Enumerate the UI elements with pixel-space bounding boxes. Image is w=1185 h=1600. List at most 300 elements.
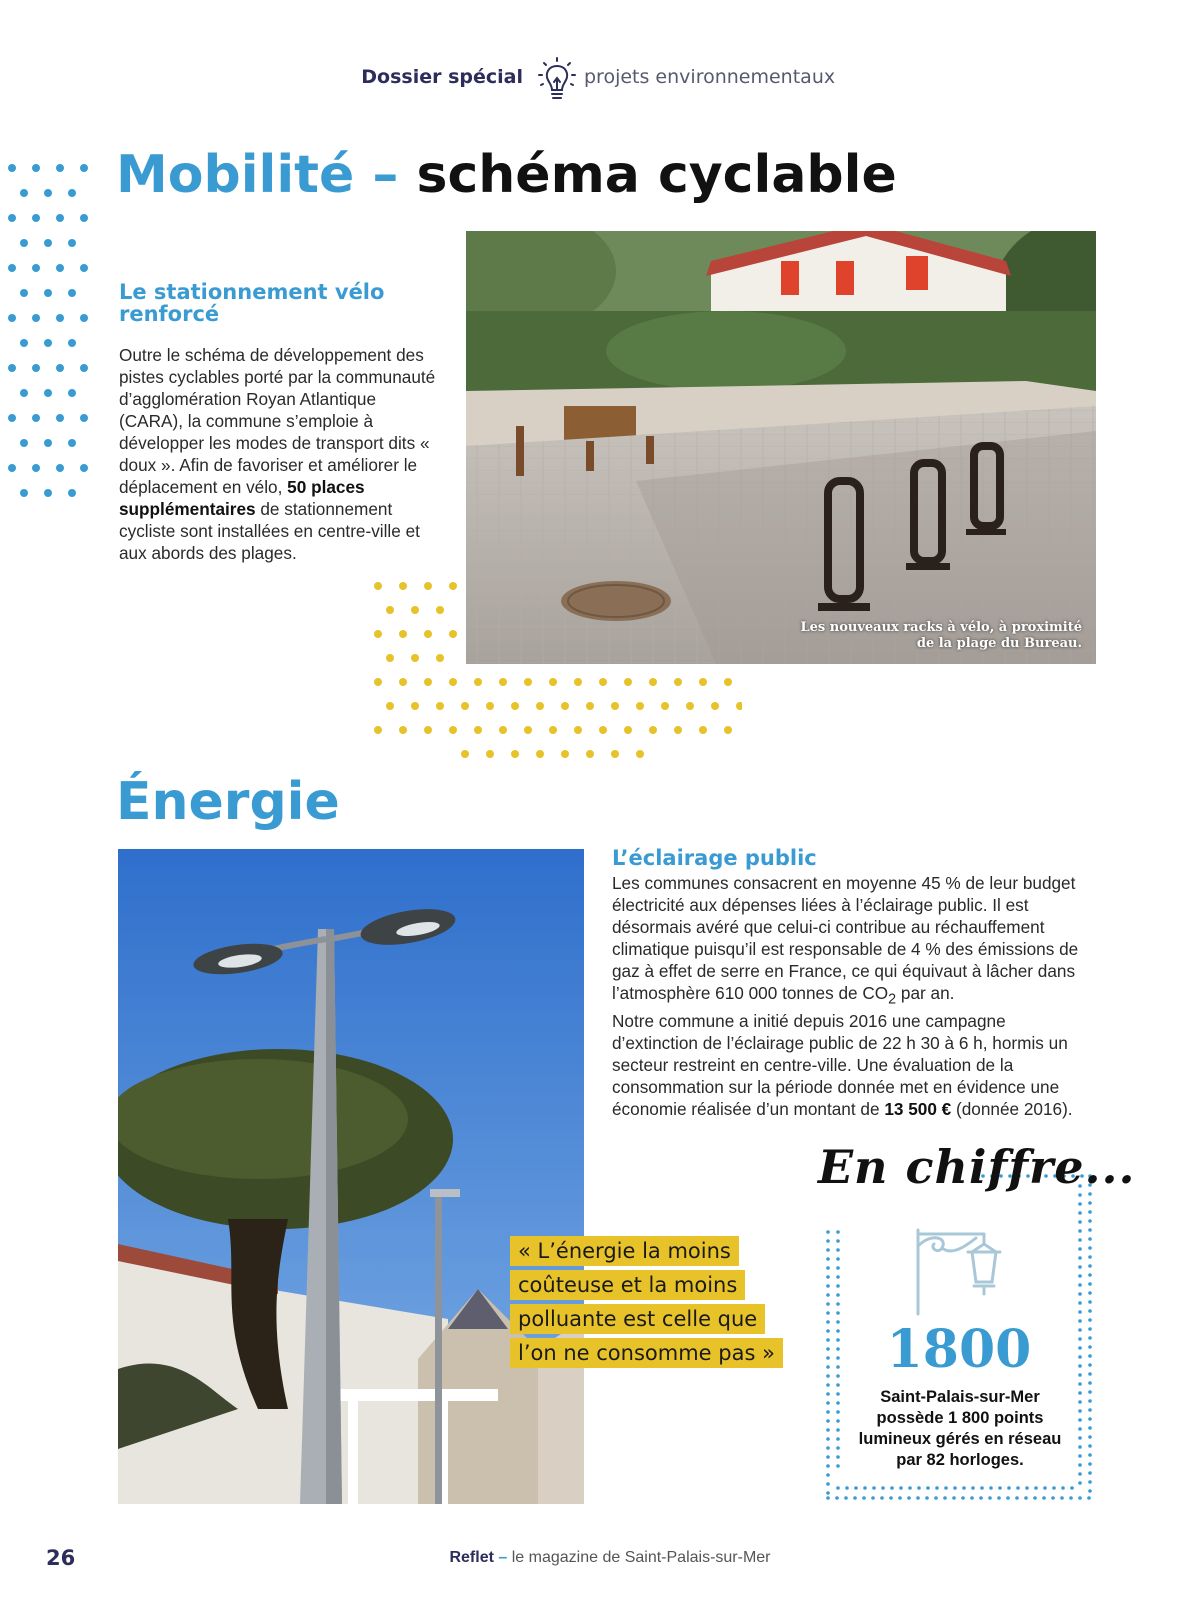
decorative-dot — [386, 702, 394, 710]
decorative-dot — [871, 1496, 875, 1500]
decorative-dot — [881, 1486, 885, 1490]
decorative-dot — [908, 1486, 912, 1490]
decorative-dot — [411, 606, 419, 614]
decorative-dot — [80, 314, 88, 322]
decorative-dot — [836, 1230, 840, 1234]
decorative-dot — [649, 678, 657, 686]
decorative-dot — [386, 606, 394, 614]
decorative-dot — [32, 314, 40, 322]
decorative-dot — [44, 189, 52, 197]
decorative-dot — [971, 1486, 975, 1490]
decorative-dot — [979, 1496, 983, 1500]
decorative-dot — [374, 630, 382, 638]
decorative-dot — [549, 678, 557, 686]
decorative-dot — [1088, 1444, 1092, 1448]
decorative-dot — [561, 702, 569, 710]
decorative-dot — [826, 1446, 830, 1450]
decorative-dot — [32, 164, 40, 172]
decorative-dot — [826, 1266, 830, 1270]
decorative-dot — [836, 1293, 840, 1297]
decorative-dot — [836, 1257, 840, 1261]
quote-line: coûteuse et la moins — [510, 1270, 745, 1300]
decorative-dot — [844, 1496, 848, 1500]
decorative-dot — [826, 1419, 830, 1423]
decorative-dot — [8, 214, 16, 222]
decorative-dot — [449, 630, 457, 638]
quote-line: « L’énergie la moins — [510, 1236, 739, 1266]
decorative-dot — [586, 750, 594, 758]
decorative-dot — [449, 726, 457, 734]
decorative-dot — [8, 264, 16, 272]
decorative-dot — [44, 239, 52, 247]
decorative-dot — [826, 1482, 830, 1486]
decorative-dot — [524, 678, 532, 686]
decorative-dot — [56, 414, 64, 422]
decorative-dot — [1088, 1219, 1092, 1223]
decorative-dot — [499, 678, 507, 686]
decorative-dot — [736, 702, 742, 710]
decorative-dot — [1034, 1486, 1038, 1490]
decorative-dot — [1088, 1201, 1092, 1205]
decorative-dot — [826, 1311, 830, 1315]
decorative-dot — [699, 726, 707, 734]
decorative-dot — [836, 1428, 840, 1432]
decorative-dot — [1078, 1211, 1082, 1215]
decorative-dot — [826, 1473, 830, 1477]
quote-line: polluante est celle que — [510, 1304, 765, 1334]
decorative-dot — [561, 750, 569, 758]
decorative-dot — [624, 678, 632, 686]
decorative-dot — [880, 1496, 884, 1500]
chiffre-number: 1800 — [886, 1319, 1032, 1380]
section-title-mobilite — [116, 145, 897, 205]
decorative-dot — [80, 364, 88, 372]
decorative-dot — [461, 750, 469, 758]
decorative-dot — [1088, 1471, 1092, 1475]
lightbulb-icon — [536, 56, 578, 106]
decorative-dot — [836, 1248, 840, 1252]
decorative-dot — [56, 464, 64, 472]
decorative-dot — [80, 214, 88, 222]
decorative-dot — [1087, 1496, 1091, 1500]
photo-caption-line2: de la plage du Bureau. — [916, 636, 1082, 651]
decorative-dot — [826, 1496, 830, 1500]
decorative-dot — [44, 489, 52, 497]
decorative-dot — [724, 678, 732, 686]
chiffre-title: En chiffre... — [818, 1140, 1136, 1194]
decorative-dot — [1078, 1256, 1082, 1260]
decorative-dot — [449, 678, 457, 686]
decorative-dot — [1078, 1391, 1082, 1395]
page-number: 26 — [46, 1546, 76, 1570]
decorative-dot — [863, 1486, 867, 1490]
decorative-dot — [836, 1383, 840, 1387]
decorative-dot — [907, 1496, 911, 1500]
decorative-dot — [836, 1239, 840, 1243]
decorative-dot — [898, 1496, 902, 1500]
decorative-dot — [20, 289, 28, 297]
decorative-dot — [1007, 1486, 1011, 1490]
decorative-dot — [899, 1486, 903, 1490]
decorative-dot — [20, 339, 28, 347]
decorative-dot — [599, 678, 607, 686]
decorative-dot — [836, 1392, 840, 1396]
decorative-dot — [68, 339, 76, 347]
photo-bike-racks — [466, 231, 1096, 664]
decorative-dot — [1088, 1462, 1092, 1466]
decorative-dot — [411, 702, 419, 710]
decorative-dot — [1088, 1453, 1092, 1457]
decorative-dot — [574, 678, 582, 686]
decorative-dot — [1078, 1274, 1082, 1278]
decorative-dot — [536, 702, 544, 710]
decorative-dot — [925, 1496, 929, 1500]
subtitle-eclairage-public: L’éclairage public — [612, 846, 817, 870]
decorative-dot — [649, 726, 657, 734]
decorative-dot — [80, 414, 88, 422]
decorative-dot — [836, 1446, 840, 1450]
subtitle-stationnement-velo: Le stationnement vélo renforcé — [119, 280, 385, 326]
decorative-dot — [826, 1392, 830, 1396]
decorative-dot — [674, 726, 682, 734]
decorative-dot — [826, 1383, 830, 1387]
decorative-dot — [20, 489, 28, 497]
decorative-dot — [399, 582, 407, 590]
ecl-p1-after: par an. — [900, 983, 955, 1003]
decorative-dot — [826, 1437, 830, 1441]
ecl-p1-sub: 2 — [888, 991, 897, 1008]
decorative-dot — [1078, 1427, 1082, 1431]
decorative-dot — [826, 1455, 830, 1459]
street-lamp-icon — [912, 1226, 1010, 1316]
decorative-dot — [845, 1486, 849, 1490]
photo-street-lamp — [118, 849, 584, 1504]
decorative-dot — [1078, 1454, 1082, 1458]
decorative-dot — [836, 1401, 840, 1405]
decorative-dot — [1078, 1283, 1082, 1287]
decorative-dot — [436, 702, 444, 710]
decorative-dots-blue — [0, 160, 100, 520]
decorative-dot — [988, 1496, 992, 1500]
decorative-dot — [1078, 1436, 1082, 1440]
decorative-dot — [624, 726, 632, 734]
decorative-dot — [32, 214, 40, 222]
decorative-dot — [8, 464, 16, 472]
decorative-dot — [56, 264, 64, 272]
decorative-dot — [853, 1496, 857, 1500]
decorative-dot — [1078, 1445, 1082, 1449]
decorative-dot — [511, 750, 519, 758]
decorative-dot — [674, 678, 682, 686]
decorative-dot — [611, 702, 619, 710]
footer-magazine — [0, 1549, 1185, 1567]
decorative-dot — [1078, 1496, 1082, 1500]
decorative-dot — [20, 239, 28, 247]
decorative-dot — [424, 678, 432, 686]
decorative-dot — [835, 1496, 839, 1500]
photo-caption-velo — [782, 620, 1082, 652]
decorative-dot — [1088, 1489, 1092, 1493]
decorative-dot — [1088, 1408, 1092, 1412]
decorative-dot — [943, 1496, 947, 1500]
decorative-dot — [890, 1486, 894, 1490]
decorative-dot — [862, 1496, 866, 1500]
decorative-dot — [536, 750, 544, 758]
decorative-dot — [386, 654, 394, 662]
decorative-dot — [1078, 1247, 1082, 1251]
decorative-dot — [424, 630, 432, 638]
decorative-dot — [20, 189, 28, 197]
decorative-dot — [1078, 1481, 1082, 1485]
decorative-dot — [424, 726, 432, 734]
decorative-dot — [68, 489, 76, 497]
decorative-dot — [1078, 1238, 1082, 1242]
decorative-dot — [549, 726, 557, 734]
decorative-dot — [1088, 1480, 1092, 1484]
decorative-dot — [1078, 1292, 1082, 1296]
decorative-dot — [436, 606, 444, 614]
decorative-dot — [32, 414, 40, 422]
decorative-dot — [836, 1275, 840, 1279]
decorative-dot — [374, 726, 382, 734]
decorative-dot — [8, 364, 16, 372]
decorative-dot — [1078, 1310, 1082, 1314]
decorative-dot — [961, 1496, 965, 1500]
decorative-dot — [1043, 1486, 1047, 1490]
decorative-dot — [826, 1257, 830, 1261]
decorative-dot — [1088, 1246, 1092, 1250]
decorative-dot — [68, 439, 76, 447]
page-header — [0, 56, 1185, 106]
title-mobilite-part1: Mobilité — [116, 145, 355, 205]
ecl-p2-before: Notre commune a initié depuis 2016 une campagne d’extinction de l’éclairage public de 22 h 30 à 6 h, hormis un secteur restreint en centre-ville. Une évaluation de la consommation sur la période donnée met en évidence une économie réalisée d’un montant de — [612, 1011, 1068, 1120]
decorative-dot — [889, 1496, 893, 1500]
decorative-dot — [636, 750, 644, 758]
decorative-dot — [424, 582, 432, 590]
decorative-dot — [826, 1410, 830, 1414]
decorative-dot — [32, 364, 40, 372]
decorative-dot — [1088, 1435, 1092, 1439]
footer-dash: – — [498, 1549, 508, 1566]
decorative-dot — [524, 726, 532, 734]
decorative-dot — [611, 750, 619, 758]
decorative-dot — [68, 239, 76, 247]
decorative-dot — [44, 439, 52, 447]
decorative-dot — [411, 654, 419, 662]
decorative-dot — [686, 702, 694, 710]
decorative-dot — [20, 389, 28, 397]
decorative-dot — [926, 1486, 930, 1490]
decorative-dot — [636, 702, 644, 710]
decorative-dot — [1088, 1255, 1092, 1259]
decorative-dot — [1088, 1300, 1092, 1304]
decorative-dot — [1025, 1486, 1029, 1490]
decorative-dot — [44, 389, 52, 397]
decorative-dot — [1060, 1496, 1064, 1500]
decorative-dot — [916, 1496, 920, 1500]
decorative-dot — [1033, 1496, 1037, 1500]
decorative-dot — [1078, 1463, 1082, 1467]
decorative-dot — [486, 702, 494, 710]
decorative-dot — [998, 1486, 1002, 1490]
decorative-dot — [872, 1486, 876, 1490]
decorative-dot — [1088, 1417, 1092, 1421]
decorative-dot — [1006, 1496, 1010, 1500]
decorative-dot — [1078, 1400, 1082, 1404]
decorative-dot — [836, 1486, 840, 1490]
decorative-dot — [935, 1486, 939, 1490]
header-topic-label: projets environnementaux — [584, 66, 836, 88]
decorative-dot — [399, 630, 407, 638]
decorative-dot — [486, 750, 494, 758]
decorative-dot — [699, 678, 707, 686]
decorative-dot — [944, 1486, 948, 1490]
header-section-label: Dossier spécial — [361, 66, 523, 88]
decorative-dot — [1042, 1496, 1046, 1500]
decorative-dot — [56, 164, 64, 172]
ecl-p2-after: (donnée 2016). — [956, 1099, 1073, 1120]
decorative-dot — [68, 389, 76, 397]
section-title-energie: Énergie — [116, 772, 340, 832]
ecl-p1-before: Les communes consacrent en moyenne 45 % de leur budget électricité aux dépenses liées à l’éclairage public. Il est désormais avéré que celui-ci contribue au réchauffement climatique puisqu’il est responsable de 4 % des émissions de gaz à effet de serre en France, ce qui équivaut à lâcher dans l’atmosphère 610 000 tonnes de CO — [612, 873, 1079, 1003]
decorative-dot — [854, 1486, 858, 1490]
decorative-dot — [826, 1293, 830, 1297]
decorative-dot — [80, 164, 88, 172]
decorative-dot — [934, 1496, 938, 1500]
decorative-dot — [1088, 1210, 1092, 1214]
decorative-dot — [1088, 1264, 1092, 1268]
decorative-dot — [836, 1419, 840, 1423]
decorative-dot — [970, 1496, 974, 1500]
decorative-dot — [1088, 1390, 1092, 1394]
decorative-dot — [1088, 1237, 1092, 1241]
decorative-dot — [1088, 1381, 1092, 1385]
velo-text-bold: 50 places supplémentaires — [119, 477, 365, 519]
decorative-dot — [1078, 1472, 1082, 1476]
decorative-dot — [32, 464, 40, 472]
decorative-dot — [826, 1302, 830, 1306]
decorative-dot — [436, 654, 444, 662]
velo-text-before: Outre le schéma de développement des pistes cyclables porté par la communauté d’agglomération Royan Atlantique (CARA), la commune s’emploie à développer les modes de transport dits « doux ». Afin de favoriser et améliorer le déplacement en vélo, — [119, 345, 436, 497]
decorative-dot — [461, 702, 469, 710]
decorative-dot — [836, 1410, 840, 1414]
decorative-dot — [826, 1275, 830, 1279]
footer-tagline: le magazine de Saint-Palais-sur-Mer — [511, 1549, 771, 1566]
decorative-dot — [836, 1437, 840, 1441]
decorative-dot — [1078, 1229, 1082, 1233]
decorative-dot — [1052, 1486, 1056, 1490]
decorative-dot — [711, 702, 719, 710]
decorative-dot — [1061, 1486, 1065, 1490]
decorative-dot — [836, 1284, 840, 1288]
decorative-dot — [1070, 1486, 1074, 1490]
decorative-dot — [836, 1464, 840, 1468]
decorative-dot — [836, 1311, 840, 1315]
decorative-dot — [836, 1302, 840, 1306]
decorative-dot — [1088, 1228, 1092, 1232]
decorative-dot — [449, 582, 457, 590]
decorative-dot — [44, 339, 52, 347]
decorative-dot — [80, 464, 88, 472]
decorative-dot — [374, 678, 382, 686]
decorative-dot — [1078, 1409, 1082, 1413]
velo-text-after: de stationnement cycliste sont installées en centre-ville et aux abords des plages. — [119, 499, 420, 563]
decorative-dot — [953, 1486, 957, 1490]
decorative-dot — [68, 189, 76, 197]
decorative-dot — [826, 1464, 830, 1468]
decorative-dot — [44, 289, 52, 297]
decorative-dot — [474, 726, 482, 734]
decorative-dot — [80, 264, 88, 272]
pull-quote — [510, 1236, 810, 1372]
decorative-dot — [661, 702, 669, 710]
decorative-dot — [1078, 1418, 1082, 1422]
decorative-dot — [724, 726, 732, 734]
decorative-dot — [1078, 1220, 1082, 1224]
paragraph-stationnement-velo — [119, 344, 439, 564]
decorative-dot — [599, 726, 607, 734]
decorative-dot — [1051, 1496, 1055, 1500]
decorative-dot — [56, 314, 64, 322]
quote-line: l’on ne consomme pas » — [510, 1338, 783, 1368]
decorative-dot — [1088, 1426, 1092, 1430]
decorative-dot — [826, 1428, 830, 1432]
decorative-dot — [917, 1486, 921, 1490]
decorative-dot — [1088, 1309, 1092, 1313]
decorative-dot — [56, 364, 64, 372]
decorative-dot — [8, 164, 16, 172]
decorative-dot — [980, 1486, 984, 1490]
decorative-dot — [826, 1239, 830, 1243]
decorative-dot — [8, 314, 16, 322]
decorative-dot — [1088, 1282, 1092, 1286]
decorative-dot — [836, 1455, 840, 1459]
decorative-dot — [1088, 1273, 1092, 1277]
decorative-dot — [1088, 1399, 1092, 1403]
decorative-dot — [826, 1284, 830, 1288]
decorative-dot — [32, 264, 40, 272]
decorative-dot — [1078, 1265, 1082, 1269]
decorative-dot — [962, 1486, 966, 1490]
decorative-dot — [586, 702, 594, 710]
chiffre-text: Saint-Palais-sur-Mer possède 1 800 points lumineux gérés en réseau par 82 horloges. — [858, 1388, 1062, 1469]
decorative-dot — [1078, 1382, 1082, 1386]
paragraph-eclairage-public — [612, 872, 1092, 1120]
decorative-dot — [1024, 1496, 1028, 1500]
decorative-dot — [511, 702, 519, 710]
photo-caption-line1: Les nouveaux racks à vélo, à proximité — [800, 620, 1082, 635]
decorative-dot — [997, 1496, 1001, 1500]
decorative-dot — [836, 1266, 840, 1270]
ecl-p2-bold: 13 500 € — [884, 1099, 952, 1120]
decorative-dot — [1078, 1301, 1082, 1305]
decorative-dot — [1016, 1486, 1020, 1490]
decorative-dot — [374, 582, 382, 590]
decorative-dot — [399, 726, 407, 734]
decorative-dot — [8, 414, 16, 422]
decorative-dot — [826, 1491, 830, 1495]
title-mobilite-part2: schéma cyclable — [416, 145, 897, 205]
decorative-dot — [1069, 1496, 1073, 1500]
decorative-dot — [20, 439, 28, 447]
decorative-dot — [1088, 1291, 1092, 1295]
decorative-dot — [826, 1230, 830, 1234]
decorative-dot — [1078, 1202, 1082, 1206]
decorative-dot — [68, 289, 76, 297]
footer-magazine-name: Reflet — [449, 1549, 494, 1566]
decorative-dot — [56, 214, 64, 222]
decorative-dot — [826, 1248, 830, 1252]
